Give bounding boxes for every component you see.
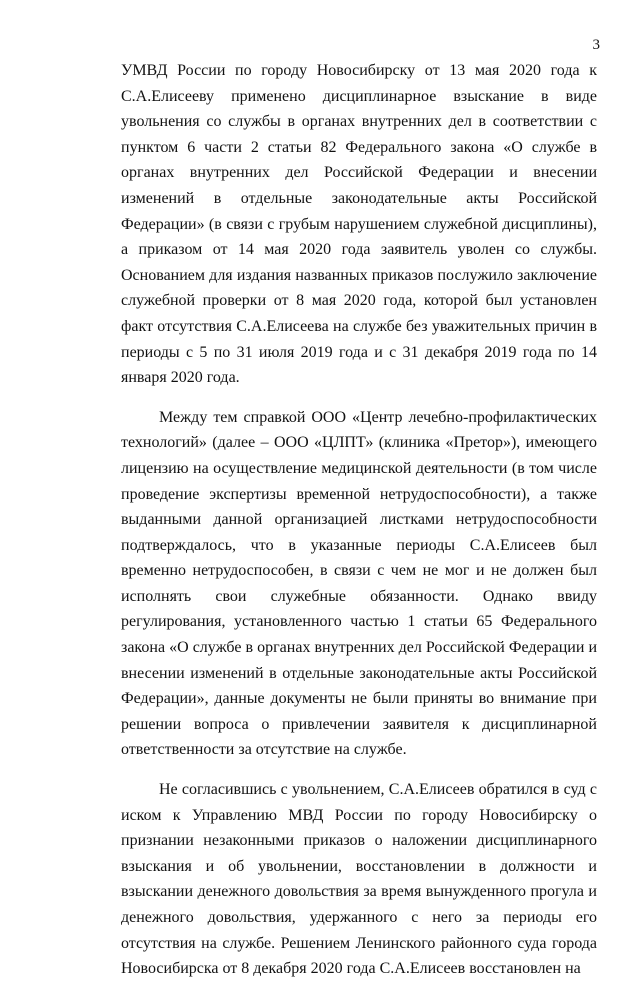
paragraph-2: Между тем справкой ООО «Центр лечебно-профилактических технологий» (далее – ООО «ЦЛПТ» (клиника «Претор»), имеющего лицензию на осуществление медицинской деятельности (в том числе проведение экспертизы временной нетрудоспособности), а также выданными данной организацией листками нетрудоспособности подтверждалось, что в указанные периоды С.А.Елисеев был временно нетрудоспособен, в связи с чем не мог и не должен был исполнять свои служебные обязанности. Однако ввиду регулирования, установленного частью 1 статьи 65 Федерального закона «О службе в органах внутренних дел Российской Федерации и внесении изменений в отдельные законодательные акты Российской Федерации», данные документы не были приняты во внимание при решении вопроса о привлечении заявителя к дисциплинарной ответственности за отсутствие на службе. xyxy=(121,408,597,759)
paragraph-1: УМВД России по городу Новосибирску от 13 мая 2020 года к С.А.Елисееву применено дисциплинарное взыскание в виде увольнения со службы в органах внутренних дел в соответствии с пунктом 6 части 2 статьи 82 Федерального закона «О службе в органах внутренних дел Российской Федерации и внесении изменений в отдельные законодательные акты Российской Федерации» (в связи с грубым нарушением служебной дисциплины), а приказом от 14 мая 2020 года заявитель уволен со службы. Основанием для издания названных приказов послужило заключение служебной проверки от 8 мая 2020 года, которой был установлен факт отсутствия С.А.Елисеева на службе без уважительных причин в периоды с 5 по 31 июля 2019 года и с 31 декабря 2019 года по 14 января 2020 года. xyxy=(121,62,597,387)
paragraph-3: Не согласившись с увольнением, С.А.Елисеев обратился в суд с иском к Управлению МВД России по городу Новосибирску о признании незаконными приказов о наложении дисциплинарного взыскания и об увольнении, восстановлении в должности и взыскании денежного довольствия за время вынужденного прогула и денежного довольствия, удержанного с него за периоды его отсутствия на службе. Решением Ленинского районного суда города Новосибирска от 8 декабря 2020 года С.А.Елисеев восстановлен на xyxy=(121,781,597,978)
document-body xyxy=(121,58,597,982)
page-number: 3 xyxy=(592,37,600,53)
